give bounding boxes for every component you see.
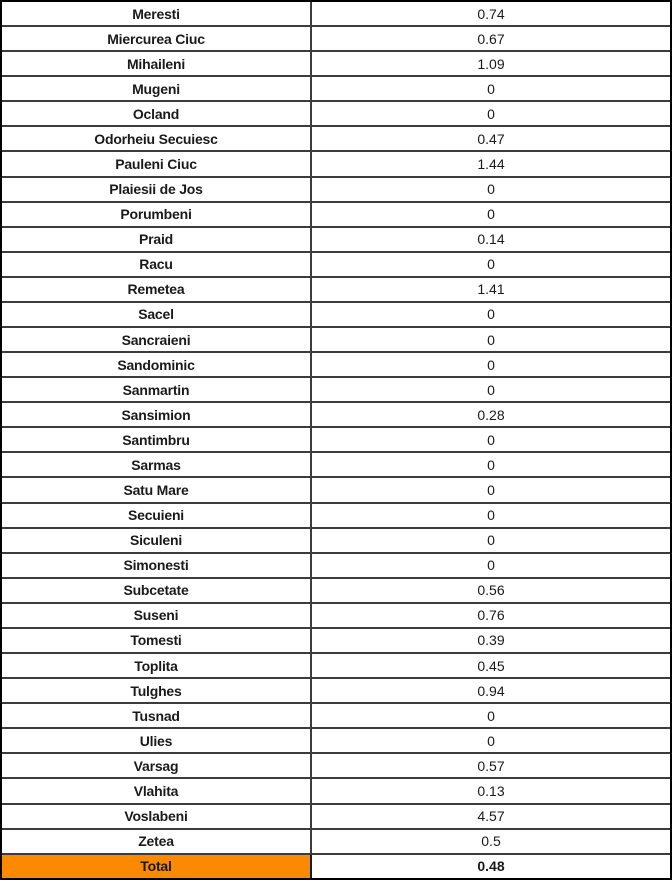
value-cell: 0	[487, 181, 495, 198]
locality-cell: Suseni	[2, 604, 312, 627]
table-row	[2, 654, 670, 679]
table-row	[2, 478, 670, 503]
table-row	[2, 453, 670, 478]
locality-cell: Voslabeni	[2, 805, 312, 828]
locality-cell: Toplita	[2, 654, 312, 677]
locality-cell: Pauleni Ciuc	[2, 152, 312, 175]
table-row	[2, 403, 670, 428]
value-cell: 0.56	[477, 582, 505, 599]
locality-cell: Sacel	[2, 303, 312, 326]
value-cell: 0.57	[477, 757, 505, 774]
table-row	[2, 2, 670, 27]
table-row	[2, 303, 670, 328]
value-cell: 0.5	[481, 833, 501, 850]
table-row	[2, 127, 670, 152]
table-row	[2, 278, 670, 303]
table-row	[2, 178, 670, 203]
locality-cell: Sansimion	[2, 403, 312, 426]
value-cell: 0	[487, 532, 495, 549]
value-cell: 0	[487, 557, 495, 574]
table-row	[2, 830, 670, 855]
value-cell: 0.76	[477, 607, 505, 624]
table-row	[2, 102, 670, 127]
table-row	[2, 754, 670, 779]
locality-cell: Odorheiu Secuiesc	[2, 127, 312, 150]
table-row	[2, 704, 670, 729]
value-cell: 0.39	[477, 632, 505, 649]
value-cell: 0.28	[477, 406, 505, 423]
locality-cell: Tomesti	[2, 629, 312, 652]
value-cell: 4.57	[477, 808, 505, 825]
locality-cell: Simonesti	[2, 554, 312, 577]
locality-cell: Racu	[2, 253, 312, 276]
table-row	[2, 203, 670, 228]
locality-cell: Siculeni	[2, 529, 312, 552]
value-cell: 0.74	[477, 5, 505, 22]
locality-cell: Vlahita	[2, 779, 312, 802]
locality-cell: Subcetate	[2, 579, 312, 602]
locality-cell: Secuieni	[2, 504, 312, 527]
value-cell: 0	[487, 381, 495, 398]
locality-cell: Zetea	[2, 830, 312, 853]
table-row	[2, 504, 670, 529]
table-row	[2, 604, 670, 629]
table-row	[2, 679, 670, 704]
value-cell: 1.44	[477, 156, 505, 172]
value-cell: 0	[487, 482, 495, 499]
table-row	[2, 428, 670, 453]
table-row	[2, 554, 670, 579]
table-row	[2, 579, 670, 604]
total-row	[2, 855, 670, 878]
table-row	[2, 529, 670, 554]
locality-cell: Mugeni	[2, 77, 312, 100]
locality-cell: Praid	[2, 228, 312, 251]
value-cell: 0	[487, 256, 495, 273]
table-row	[2, 328, 670, 353]
value-cell: 0.94	[477, 682, 505, 699]
value-cell: 1.09	[477, 55, 505, 72]
locality-cell: Plaiesii de Jos	[2, 178, 312, 201]
table-row	[2, 805, 670, 830]
value-cell: 0	[487, 507, 495, 524]
table-row	[2, 27, 670, 52]
total-value-cell: 0.48	[477, 858, 505, 875]
table-row	[2, 353, 670, 378]
total-label-cell: Total	[2, 855, 312, 878]
table-row	[2, 152, 670, 177]
locality-cell: Meresti	[2, 2, 312, 25]
value-cell: 0	[487, 456, 495, 473]
table-row	[2, 52, 670, 77]
value-cell: 0.45	[477, 657, 505, 674]
locality-cell: Varsag	[2, 754, 312, 777]
locality-cell: Miercurea Ciuc	[2, 27, 312, 50]
table-row	[2, 378, 670, 403]
value-cell: 0	[487, 331, 495, 348]
locality-cell: Tulghes	[2, 679, 312, 702]
table-row	[2, 779, 670, 804]
value-cell: 0.67	[477, 30, 505, 47]
value-cell: 0	[487, 732, 495, 749]
value-cell: 0	[487, 105, 495, 122]
locality-cell: Sandominic	[2, 353, 312, 376]
locality-cell: Sarmas	[2, 453, 312, 476]
locality-cell: Tusnad	[2, 704, 312, 727]
value-cell: 0.47	[477, 130, 505, 147]
value-cell: 0	[487, 306, 495, 323]
table-row	[2, 228, 670, 253]
locality-cell: Remetea	[2, 278, 312, 301]
value-cell: 0	[487, 206, 495, 223]
locality-cell: Ulies	[2, 729, 312, 752]
table-row	[2, 729, 670, 754]
value-cell: 0	[487, 707, 495, 724]
table-row	[2, 629, 670, 654]
value-cell: 0	[487, 80, 495, 97]
value-cell: 0	[487, 431, 495, 448]
locality-cell: Mihaileni	[2, 52, 312, 75]
value-cell: 1.41	[477, 281, 505, 298]
locality-cell: Ocland	[2, 102, 312, 125]
locality-cell: Sanmartin	[2, 378, 312, 401]
locality-cell: Satu Mare	[2, 478, 312, 501]
locality-cell: Porumbeni	[2, 203, 312, 226]
locality-cell: Santimbru	[2, 428, 312, 451]
table-row	[2, 253, 670, 278]
value-cell: 0.14	[477, 231, 505, 248]
value-cell: 0	[487, 356, 495, 373]
locality-cell: Sancraieni	[2, 328, 312, 351]
value-cell: 0.13	[477, 782, 505, 799]
table-row	[2, 77, 670, 102]
